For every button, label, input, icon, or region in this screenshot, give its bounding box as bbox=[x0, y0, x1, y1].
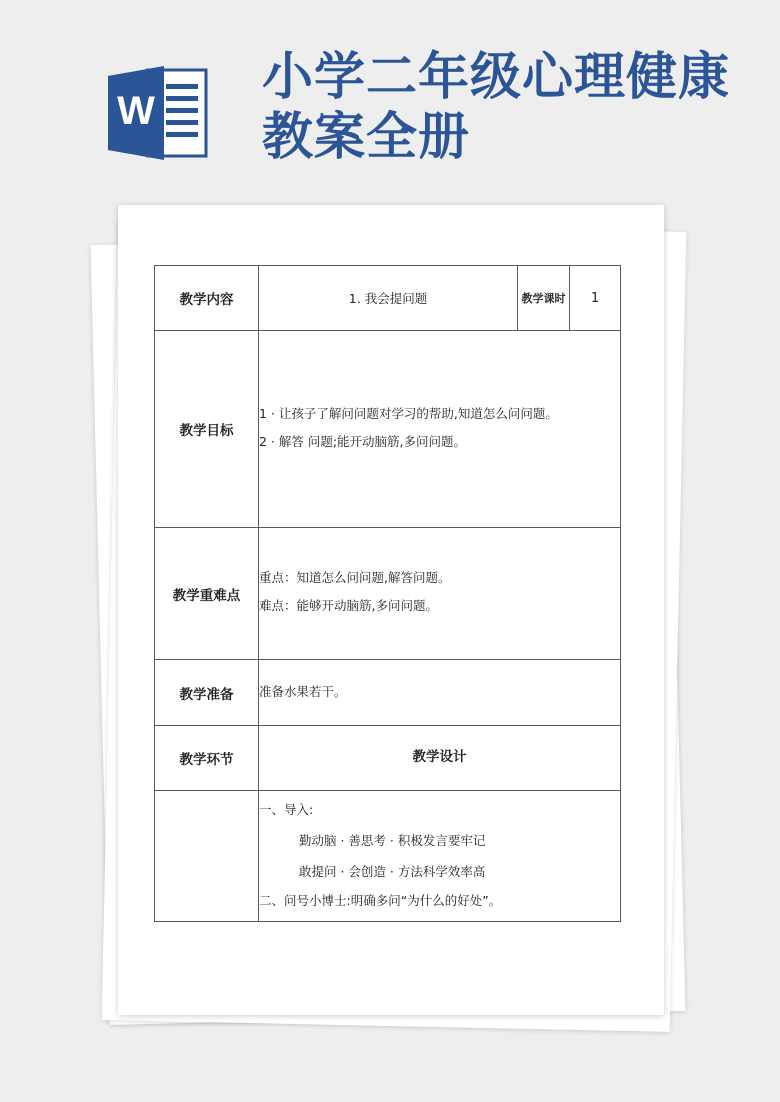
key-points-content bbox=[259, 528, 620, 659]
preparation-line: 准备水果若干。 bbox=[259, 684, 347, 699]
teaching-goals-label: 教学目标 bbox=[179, 423, 234, 439]
teaching-stage-label: 教学环节 bbox=[179, 752, 234, 768]
preparation-label: 教学准备 bbox=[179, 686, 234, 703]
teaching-content-label: 教学内容 bbox=[179, 292, 234, 308]
page-title: 小学二年级心理健康教案全册 bbox=[262, 48, 731, 167]
word-document-icon bbox=[108, 66, 208, 160]
teaching-design-content bbox=[259, 791, 620, 921]
key-point-line: 难点：能够开动脑筋,多问问题。 bbox=[259, 598, 438, 613]
key-point-line: 重点：知道怎么问问题,解答问题。 bbox=[259, 570, 451, 585]
design-line: 敢提问 · 会创造 · 方法科学效率高 bbox=[299, 864, 486, 879]
key-points-label: 教学重难点 bbox=[172, 587, 241, 604]
goal-line: 1 · 让孩子了解问问题对学习的帮助,知道怎么问问题。 bbox=[259, 406, 558, 421]
class-hours-label: 教学课时 bbox=[521, 292, 566, 305]
teaching-goals-content bbox=[259, 331, 620, 527]
goal-line: 2 · 解答 问题;能开动脑筋,多问问题。 bbox=[259, 434, 467, 449]
stage-cell-empty bbox=[155, 791, 258, 921]
design-line: 勤动脑 · 善思考 · 积极发言要牢记 bbox=[299, 833, 486, 848]
design-line: 一、导入: bbox=[259, 802, 314, 817]
word-icon-letter: W bbox=[117, 89, 155, 133]
preparation-content bbox=[259, 660, 620, 725]
class-hours-value: 1 bbox=[590, 290, 600, 306]
teaching-design-label: 教学设计 bbox=[412, 749, 467, 765]
design-line: 二、问号小博士:明确多问“为什么的好处”。 bbox=[259, 893, 502, 908]
teaching-content-value: 1. 我会提问题 bbox=[348, 291, 428, 306]
